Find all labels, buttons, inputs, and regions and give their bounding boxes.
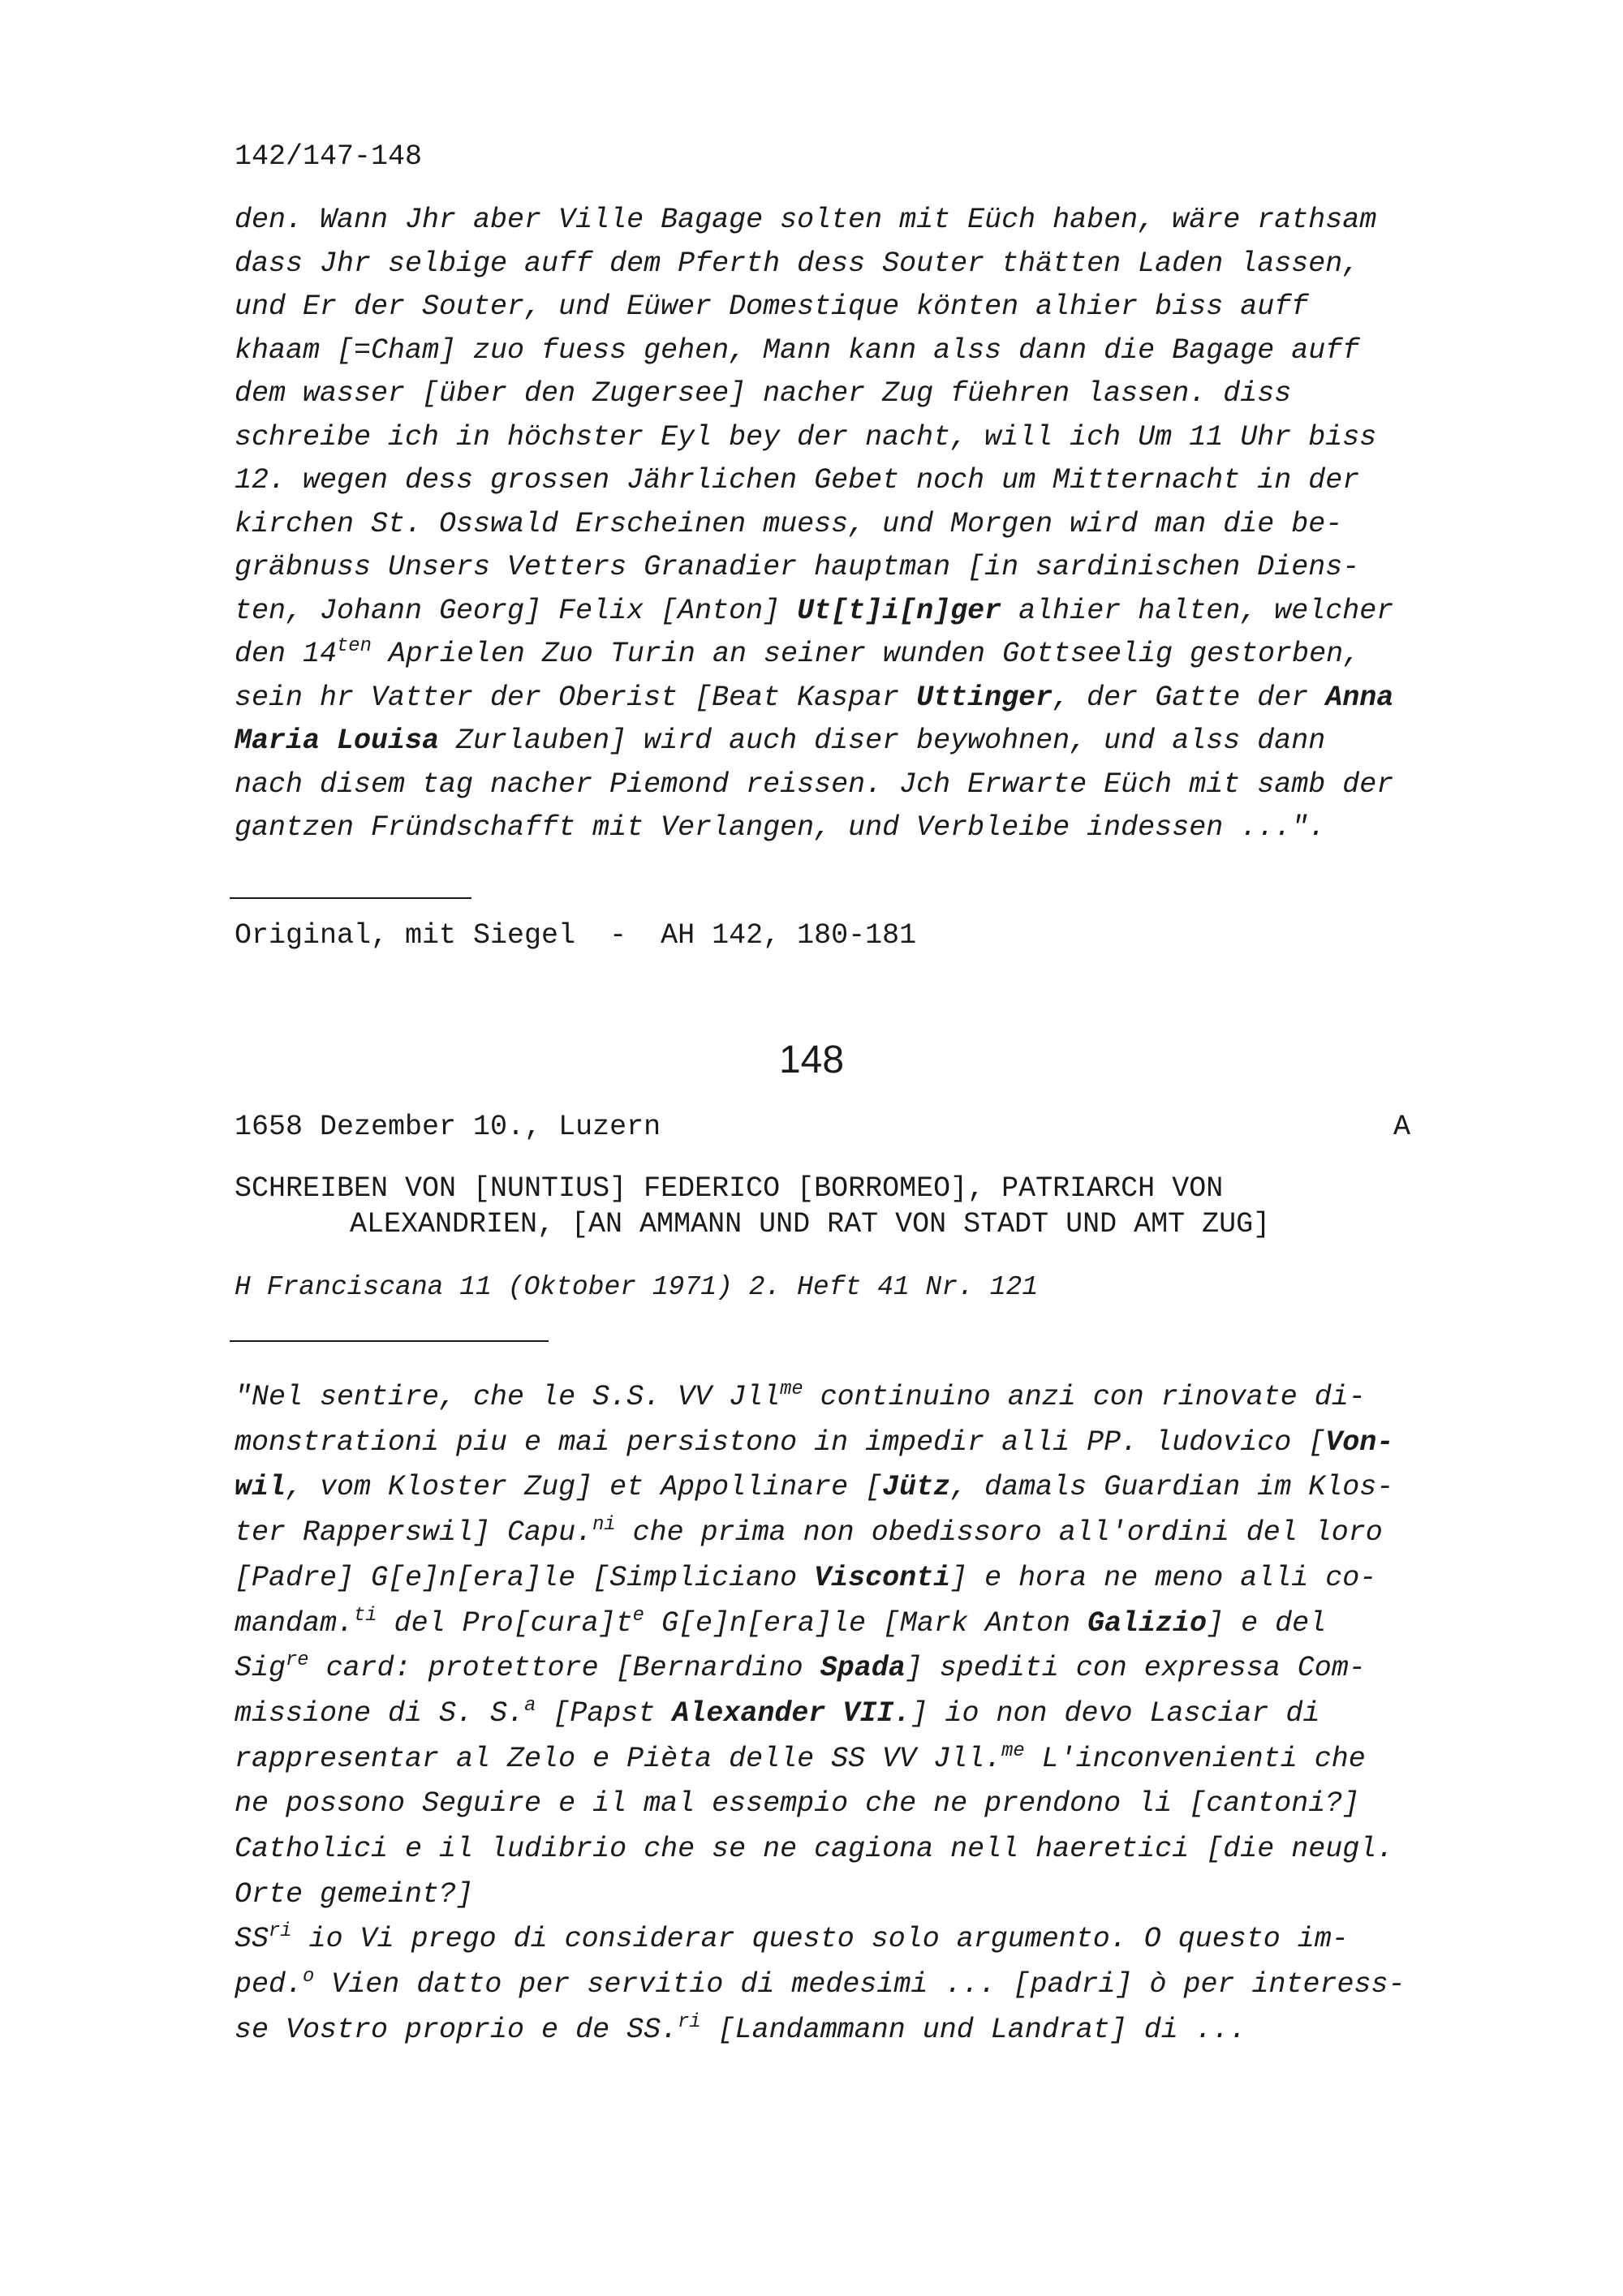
text-line [235,1966,1406,2001]
superscript: ni [592,1514,616,1537]
text-span: monstrationi piu e mai persistono in impedir alli PP. ludovico [ [235,1425,1326,1459]
text-line [235,377,1292,410]
text-line [235,1604,1327,1640]
text-span: , der Gatte der [1053,681,1326,714]
text-line [235,767,1394,801]
text-span: Zurlauben] wird auch diser beywohnen, und alss dann [439,724,1326,757]
text-span: ] io non devo Lasciar di [911,1696,1320,1730]
text-span: ] spediti con expressa Com- [905,1652,1366,1685]
text-span: Orte gemeint?] [235,1877,474,1911]
bold-name: Galizio [1087,1606,1208,1640]
text-line [235,2010,1246,2046]
superscript: me [780,1378,803,1400]
text-span: missione di S. S. [235,1696,525,1730]
bold-name: Ut[t]i[n]ger [797,594,1002,627]
bold-name: Spada [820,1652,906,1685]
footnote-rule [230,897,471,899]
superscript: a [524,1694,536,1717]
superscript: ti [354,1604,377,1627]
text-line [235,1561,1377,1594]
text-span: dem wasser [über den Zugersee] nacher Zug füehren lassen. diss [235,377,1292,410]
text-span: rappresentar al Zelo e Pièta delle SS VV Jll. [235,1742,1002,1775]
text-span: Catholici e il ludibrio che se ne cagiona nell haeretici [die neugl. [235,1833,1394,1865]
text-span: nach disem tag nacher Piemond reissen. Jch Erwarte Eüch mit samb der [235,767,1394,801]
text-span: ] e del [1207,1606,1327,1640]
bold-name: Anna [1325,681,1394,714]
text-span: schreibe ich in höchster Eyl bey der nacht, will ich Um 11 Uhr biss [235,420,1377,454]
text-span: ne possono Seguire e il mal essempio che ne prendono li [cantoni?] [235,1787,1360,1821]
bold-name: Visconti [814,1561,951,1594]
text-span: L'inconvenienti che [1024,1742,1366,1775]
text-span: gräbnuss Unsers Vetters Granadier hauptman [in sardinischen Diens- [235,551,1360,583]
text-line [235,290,1309,323]
text-line [235,1473,1393,1502]
text-span: Sig [235,1652,286,1685]
text-line [235,1877,474,1911]
text-span: gantzen Fründschafft mit Verlangen, und Verbleibe indessen ...". [235,811,1326,844]
text-span: ter Rapperswil] Capu. [235,1516,593,1550]
superscript: ten [337,634,372,657]
text-span: sein hr Vatter der Oberist [Beat Kaspar [235,681,917,714]
text-span: [Padre] G[e]n[era]le [Simpliciano [235,1561,815,1594]
text-span: kirchen St. Osswald Erscheinen muess, und Morgen wird man die be- [235,507,1343,540]
text-line [235,333,1360,367]
text-line [235,1378,1366,1413]
text-line [235,507,1343,540]
text-line [235,724,1326,757]
text-line [235,594,1394,627]
text-span: card: protettore [Bernardino [308,1652,820,1685]
text-span: den. Wann Jhr aber Ville Bagage solten mit Eüch haben, wäre rathsam [235,204,1377,236]
text-span: ten, Johann Georg] Felix [Anton] [235,594,798,627]
document-category: A [1393,1111,1411,1143]
text-span: , vom Kloster Zug] et Appollinare [ [286,1471,883,1504]
text-line [235,247,1360,280]
text-line [235,681,1394,714]
document-title-line-2: ALEXANDRIEN, [AN AMMANN UND RAT VON STADT UND AMT ZUG] [350,1208,1271,1240]
text-span: Vien datto per servitio di medesimi ... [padri] ò per interess- [314,1968,1406,2001]
text-span: G[e]n[era]le [Mark Anton [644,1606,1088,1640]
superscript: e [632,1604,644,1627]
text-span: continuino anzi con rinovate di- [803,1381,1366,1413]
superscript: ri [678,2010,701,2033]
bold-name: Jütz [882,1471,951,1504]
text-line [235,206,1376,234]
text-span: "Nel sentire, che le S.S. VV Jll [235,1381,781,1413]
text-line [235,1514,1383,1550]
reference-rule [230,1340,549,1342]
text-span: den 14 [235,638,338,670]
superscript: me [1001,1739,1025,1762]
text-line [235,1649,1366,1685]
text-span: 12. wegen dess grossen Jährlichen Gebet noch um Mitternacht in der [235,464,1360,497]
source-note: Original, mit Siegel - AH 142, 180-181 [235,919,917,952]
superscript: re [286,1649,309,1672]
bold-name: Alexander VII. [672,1696,911,1730]
text-span: che prima non obedissoro all'ordini del loro [615,1516,1383,1550]
text-line [235,811,1326,844]
bold-name: wil [235,1471,286,1504]
text-line [235,1920,1349,1956]
text-span: mandam. [235,1606,355,1640]
document-title-line-1: SCHREIBEN VON [NUNTIUS] FEDERICO [BORROMEO], PATRIARCH VON [235,1172,1224,1205]
bold-name: Uttinger [916,681,1053,714]
text-line [235,1739,1366,1775]
text-line [235,464,1360,497]
date-place: 1658 Dezember 10., Luzern [235,1111,661,1143]
text-span: [Landammann und Landrat] di ... [700,2013,1246,2046]
bibliographic-reference: H Franciscana 11 (Oktober 1971) 2. Heft 41 Nr. 121 [235,1272,1039,1302]
text-line [235,1787,1360,1821]
text-span: dass Jhr selbige auff dem Pferth dess Souter thätten Laden lassen, [235,247,1360,280]
page-header: 142/147-148 [235,140,423,173]
text-line [235,1694,1320,1730]
text-span: alhier halten, welcher [1001,594,1394,627]
superscript: ri [269,1920,292,1943]
text-line [235,1425,1394,1459]
text-line [235,634,1361,670]
bold-name: Von- [1325,1425,1394,1459]
text-span: se Vostro proprio e de SS. [235,2013,678,2046]
document-number: 148 [778,1038,845,1081]
text-span: und Er der Souter, und Eüwer Domestique könten alhier biss auff [235,290,1309,323]
text-span: SS [235,1923,269,1956]
text-span: ] e hora ne meno alli co- [950,1561,1377,1594]
superscript: o [303,1966,315,1989]
text-span: ped. [235,1968,304,2001]
text-span: , damals Guardian im Klos- [950,1471,1394,1504]
text-line [235,553,1359,582]
text-span: del Pro[cura]t [377,1606,633,1640]
text-line [235,1835,1393,1864]
text-span: khaam [=Cham] zuo fuess gehen, Mann kann alss dann die Bagage auff [235,333,1360,367]
text-span: Aprielen Zuo Turin an seiner wunden Gottseelig gestorben, [371,638,1361,670]
text-line [235,420,1377,454]
text-span: [Papst [536,1696,673,1730]
bold-name: Maria Louisa [235,724,440,757]
text-span: io Vi prego di considerar questo solo argumento. O questo im- [291,1923,1349,1956]
